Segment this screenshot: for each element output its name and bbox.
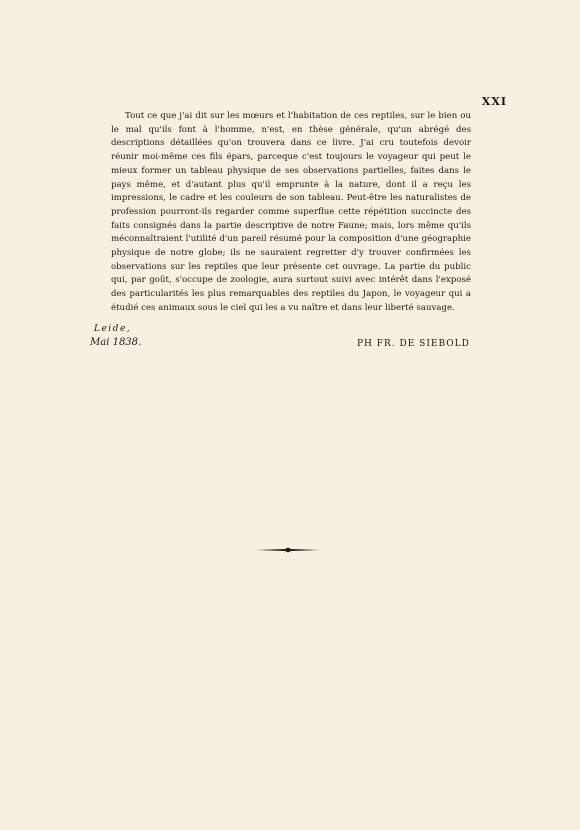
ornament-divider: [257, 546, 319, 554]
place-of-signing: Leide,: [94, 324, 132, 334]
author-signature: PH FR. DE SIEBOLD: [357, 339, 470, 349]
date-of-signing: Mai 1838.: [90, 337, 142, 348]
page-number: XXI: [481, 95, 507, 108]
body-paragraph: Tout ce que j'ai dit sur les mœurs et l'habitation de ces reptiles, sur le bien ou le mal qu'ils font à l'homme, n'est, en thèse générale, qu'un abrégé des descriptions détaillées qu'on trouvera dans ce livre. J'ai cru toutefois devoir réunir moi-même ces fils épars, parceque c'est toujours le voyageur qui peut le mieux former un tableau physique de ses observations partielles, faites dans le pays même, et d'autant plus qu'il emprunte à la nature, dont il a reçu les impressions, le cadre et les couleurs de son tableau. Peut-être les naturalistes de profession pourront-ils regarder comme superflue cette répétition succincte des faits consignés dans la partie descriptive de notre Faune; mais, lors même qu'ils méconnaîtraient l'utilité d'un pareil résumé pour la composition d'une géographie physique de notre globe; ils ne sauraient regretter d'y trouver confirmées les observations sur les reptiles que leur présente cet ouvrage. La partie du public qui, par goût, s'occupe de zoologie, aura surtout suivi avec intérêt dans l'exposé des particularités les plus remarquables des reptiles du Japon, le voyageur qui a étudié ces animaux sous le ciel qui les a vu naître et dans leur liberté sauvage.: [111, 111, 471, 313]
